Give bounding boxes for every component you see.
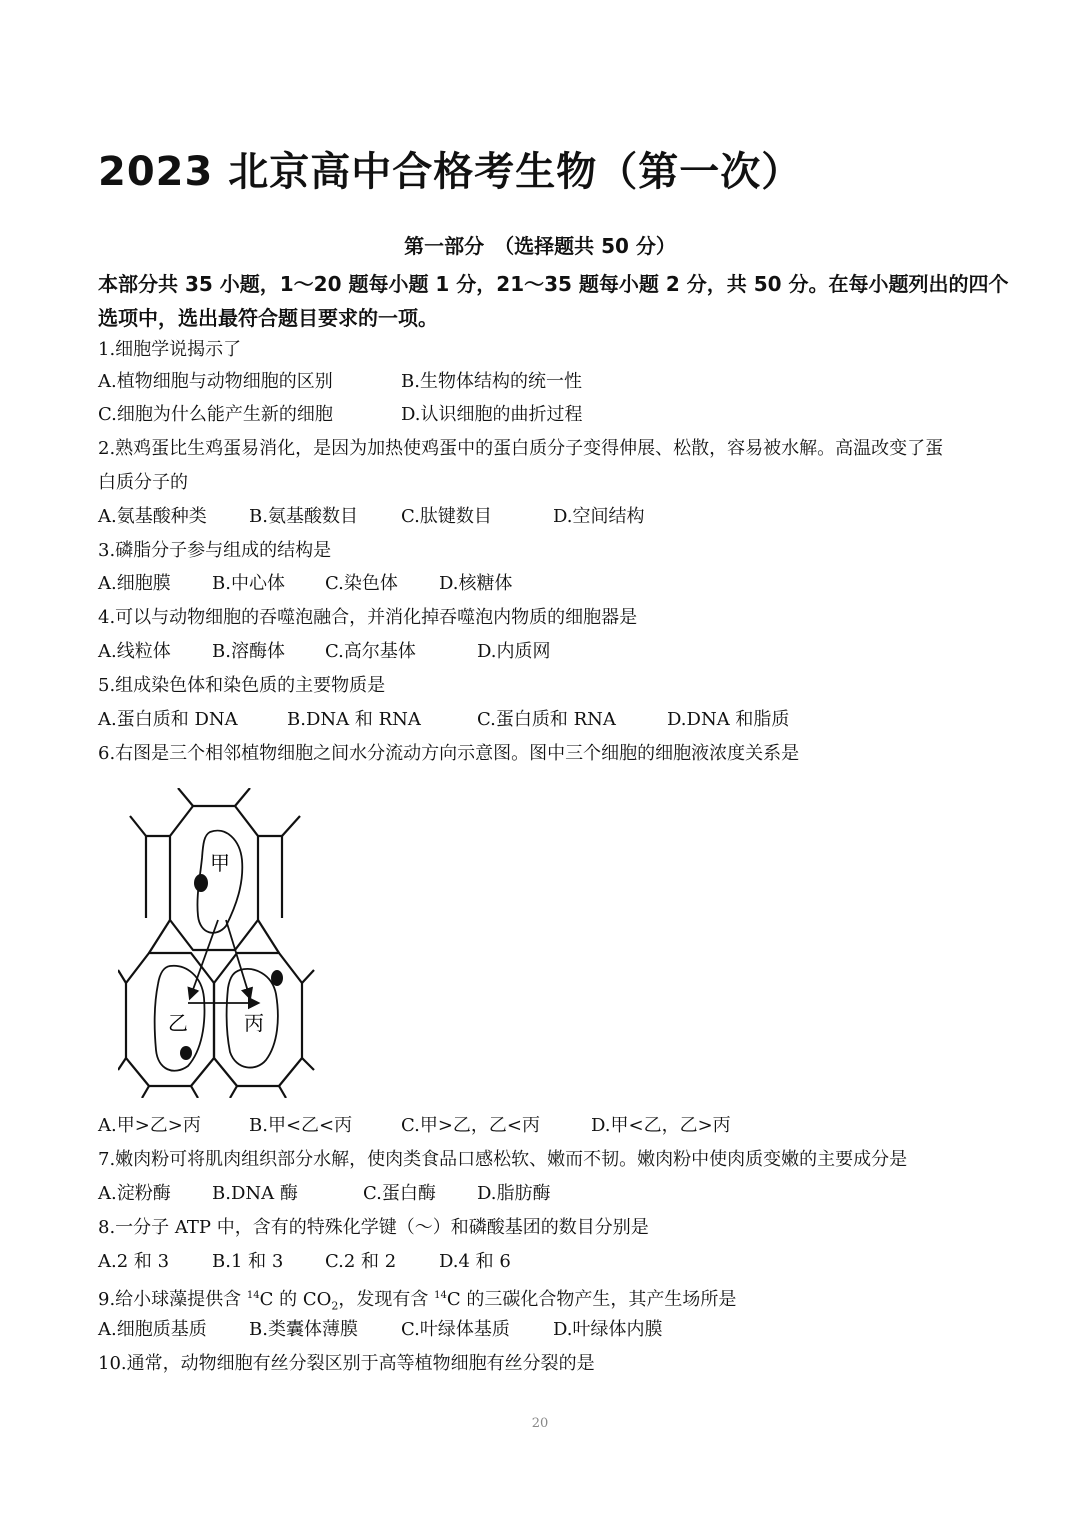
- q5-option-a: A.蛋白质和 DNA: [98, 709, 238, 730]
- q8-option-c: C.2 和 2: [325, 1251, 397, 1272]
- q9-option-b: B.类囊体薄膜: [249, 1319, 358, 1340]
- q2-option-c: C.肽键数目: [401, 506, 492, 527]
- q1-option-b: B.生物体结构的统一性: [401, 371, 582, 392]
- instructions-line-1: 本部分共 35 小题，1～20 题每小题 1 分，21～35 题每小题 2 分，共 50 分。在每小题列出的四个: [98, 272, 1009, 296]
- question-10-stem: 10.通常，动物细胞有丝分裂区别于高等植物细胞有丝分裂的是: [98, 1353, 595, 1374]
- q9-part-1: 9.给小球藻提供含: [98, 1289, 247, 1310]
- q2-option-a: A.氨基酸种类: [98, 506, 207, 527]
- instructions-line-2: 选项中，选出最符合题目要求的一项。: [98, 306, 438, 330]
- q5-option-d: D.DNA 和脂质: [667, 709, 790, 730]
- q6-option-a: A.甲>乙>丙: [98, 1115, 201, 1136]
- q3-option-b: B.中心体: [212, 573, 285, 594]
- q4-option-a: A.线粒体: [98, 641, 171, 662]
- question-9-stem: [98, 1284, 736, 1319]
- q9-option-d: D.叶绿体内膜: [553, 1319, 663, 1340]
- q9-sup-14-a: 14: [246, 1290, 260, 1301]
- q7-option-d: D.脂肪酶: [477, 1183, 551, 1204]
- label-bing: 丙: [244, 1011, 264, 1035]
- q3-option-d: D.核糖体: [439, 573, 513, 594]
- label-jia: 甲: [210, 851, 230, 875]
- q6-option-c: C.甲>乙，乙<丙: [401, 1115, 541, 1136]
- q7-option-c: C.蛋白酶: [363, 1183, 436, 1204]
- q9-option-a: A.细胞质基质: [98, 1319, 207, 1340]
- q1-option-d: D.认识细胞的曲折过程: [401, 404, 583, 425]
- question-4-stem: 4.可以与动物细胞的吞噬泡融合，并消化掉吞噬泡内物质的细胞器是: [98, 607, 638, 628]
- page-number: 20: [531, 1416, 549, 1431]
- q9-option-c: C.叶绿体基质: [401, 1319, 510, 1340]
- q1-option-c: C.细胞为什么能产生新的细胞: [98, 404, 333, 425]
- q6-option-b: B.甲<乙<丙: [249, 1115, 353, 1136]
- q1-option-a: A.植物细胞与动物细胞的区别: [98, 371, 333, 392]
- q8-option-d: D.4 和 6: [439, 1251, 511, 1272]
- q4-option-d: D.内质网: [477, 641, 551, 662]
- q4-option-c: C.高尔基体: [325, 641, 416, 662]
- q3-option-a: A.细胞膜: [98, 573, 171, 594]
- nucleus-jia: [194, 874, 208, 892]
- q3-option-c: C.染色体: [325, 573, 398, 594]
- label-yi: 乙: [168, 1011, 188, 1035]
- q6-option-d: D.甲<乙，乙>丙: [591, 1115, 731, 1136]
- question-3-stem: 3.磷脂分子参与组成的结构是: [98, 540, 332, 561]
- q5-option-b: B.DNA 和 RNA: [287, 709, 421, 730]
- question-5-stem: 5.组成染色体和染色质的主要物质是: [98, 675, 386, 696]
- cell-wall-jia: [170, 806, 258, 950]
- question-8-stem: 8.一分子 ATP 中，含有的特殊化学键（～）和磷酸基团的数目分别是: [98, 1217, 649, 1238]
- q7-option-a: A.淀粉酶: [98, 1183, 171, 1204]
- q2-option-d: D.空间结构: [553, 506, 645, 527]
- page-title: 2023 北京高中合格考生物（第一次）: [98, 149, 803, 195]
- q8-option-a: A.2 和 3: [98, 1251, 170, 1272]
- plant-cells-water-flow-diagram: [118, 788, 328, 1098]
- question-2-stem-line-2: 白质分子的: [98, 472, 188, 493]
- q9-sup-14-b: 14: [434, 1290, 447, 1301]
- q9-part-2: C 的 CO: [259, 1289, 332, 1310]
- q9-part-4: C 的三碳化合物产生，其产生场所是: [446, 1289, 737, 1310]
- q9-sub-2: 2: [331, 1299, 339, 1313]
- section-heading: 第一部分 （选择题共 50 分）: [404, 234, 676, 258]
- q2-option-b: B.氨基酸数目: [249, 506, 358, 527]
- q7-option-b: B.DNA 酶: [212, 1183, 298, 1204]
- q4-option-b: B.溶酶体: [212, 641, 285, 662]
- question-7-stem: 7.嫩肉粉可将肌肉组织部分水解，使肉类食品口感松软、嫩而不韧。嫩肉粉中使肉质变嫩的主要成分是: [98, 1149, 908, 1170]
- q5-option-c: C.蛋白质和 RNA: [477, 709, 616, 730]
- question-2-stem-line-1: 2.熟鸡蛋比生鸡蛋易消化，是因为加热使鸡蛋中的蛋白质分子变得伸展、松散，容易被水解。高温改变了蛋: [98, 438, 944, 459]
- q8-option-b: B.1 和 3: [212, 1251, 284, 1272]
- arrow-jia-to-bing: [226, 920, 250, 998]
- question-1-stem: 1.细胞学说揭示了: [98, 339, 242, 360]
- nucleus-yi: [180, 1046, 192, 1060]
- question-6-stem: 6.右图是三个相邻植物细胞之间水分流动方向示意图。图中三个细胞的细胞液浓度关系是: [98, 743, 800, 764]
- nucleus-bing: [271, 970, 283, 986]
- q9-part-3: ，发现有含: [338, 1289, 435, 1310]
